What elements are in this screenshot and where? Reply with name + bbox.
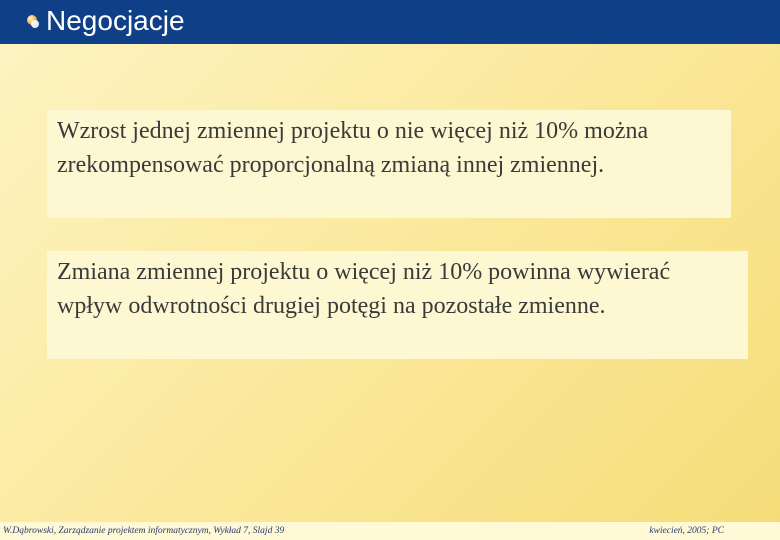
- text-block-1: Wzrost jednej zmiennej projektu o nie więcej niż 10% można zrekompensować proporcjonalną zmianą innej zmiennej.: [47, 110, 731, 218]
- title-bar: [0, 0, 780, 44]
- slide-title: Negocjacje: [46, 5, 185, 36]
- footer-source: W.Dąbrowski, Zarządzanie projektem informatycznym, Wykład 7, Slajd 39: [3, 526, 285, 536]
- footer-date: kwiecień, 2005; PC: [649, 526, 724, 536]
- footer: [0, 522, 780, 540]
- white-ball-bullet-icon: [31, 20, 39, 28]
- text-block-2: Zmiana zmiennej projektu o więcej niż 10% powinna wywierać wpływ odwrotności drugiej potęgi na pozostałe zmienne.: [47, 251, 748, 359]
